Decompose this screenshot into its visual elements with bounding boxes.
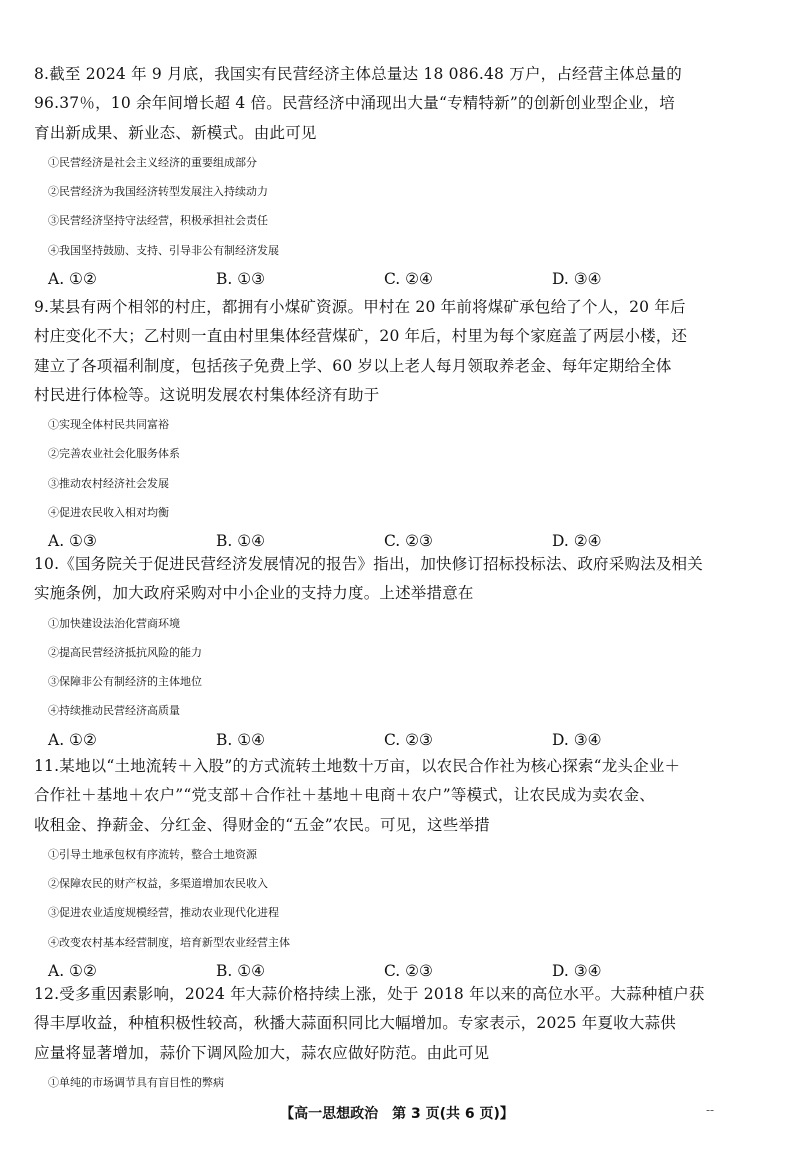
- choice-d: D. ②④: [552, 532, 602, 551]
- statement-option: ③推动农村经济社会发展: [48, 476, 169, 490]
- statement-option: ④改变农村基本经营制度，培育新型农业经营主体: [48, 935, 290, 949]
- question-text-line: 得丰厚收益，种植积极性较高，秋播大蒜面积同比大幅增加。专家表示，2025 年夏收大蒜供: [34, 1014, 676, 1033]
- answer-choices: [34, 726, 774, 755]
- question-8: [34, 60, 774, 294]
- choice-b: B. ①④: [216, 532, 266, 551]
- statement-option: ④促进农民收入相对均衡: [48, 506, 169, 520]
- choice-c: C. ②③: [384, 962, 433, 981]
- statement-option: ①加快建设法治化营商环境: [48, 616, 180, 630]
- statement-option: ②民营经济为我国经济转型发展注入持续动力: [48, 185, 268, 199]
- choice-d: D. ③④: [552, 730, 602, 749]
- choice-b: B. ①④: [216, 730, 266, 749]
- question-text-line: 合作社＋基地＋农户”“党支部＋合作社＋基地＋电商＋农户”等模式，让农民成为卖农金、: [34, 786, 655, 805]
- question-text-line: 96.37％，10 余年间增长超 4 倍。民营经济中涌现出大量“专精特新”的创新创业型企业，培: [34, 94, 675, 113]
- choice-c: C. ②④: [384, 270, 433, 289]
- question-text-line: 11.某地以“土地流转＋入股”的方式流转土地数十万亩，以农民合作社为核心探索“龙头企业＋: [34, 757, 681, 775]
- question-9: [34, 293, 774, 557]
- choice-a: A. ①③: [48, 532, 97, 551]
- question-text-line: 应量将显著增加，蒜价下调风险加大，蒜农应做好防范。由此可见: [34, 1043, 490, 1062]
- question-text-line: 收租金、挣薪金、分红金、得财金的“五金”农民。可见，这些举措: [34, 815, 490, 834]
- choice-b: B. ①④: [216, 962, 266, 981]
- statement-option: ②完善农业社会化服务体系: [48, 447, 180, 461]
- question-text-line: 村民进行体检等。这说明发展农村集体经济有助于: [34, 385, 380, 404]
- choice-d: D. ③④: [552, 270, 602, 289]
- question-text-line: 12.受多重因素影响，2024 年大蒜价格持续上涨，处于 2018 年以来的高位水平。大蒜种植户获: [34, 985, 705, 1003]
- statement-option: ①民营经济是社会主义经济的重要组成部分: [48, 155, 257, 169]
- question-text-line: 育出新成果、新业态、新模式。由此可见: [34, 123, 317, 142]
- statement-option: ②提高民营经济抵抗风险的能力: [48, 645, 202, 659]
- question-10: [34, 550, 774, 755]
- question-text-line: 8.截至 2024 年 9 月底，我国实有民营经济主体总量达 18 086.48 万户，占经营主体总量的: [34, 65, 682, 83]
- page-footer: 【高一思想政治 第 3 页(共 6 页)】: [280, 1106, 514, 1122]
- statement-option: ③促进农业适度规模经营，推动农业现代化进程: [48, 906, 279, 920]
- choice-a: A. ①②: [48, 962, 97, 981]
- question-text-line: 9.某县有两个相邻的村庄，都拥有小煤矿资源。甲村在 20 年前将煤矿承包给了个人，20 年后: [34, 298, 686, 316]
- choice-c: C. ②③: [384, 730, 433, 749]
- question-text-line: 实施条例，加大政府采购对中小企业的支持力度。上述举措意在: [34, 584, 474, 603]
- choice-a: A. ①②: [48, 270, 97, 289]
- footer-mark: --: [706, 1103, 715, 1117]
- statement-option: ③保障非公有制经济的主体地位: [48, 675, 202, 689]
- statement-option: ①单纯的市场调节具有盲目性的弊病: [48, 1075, 224, 1089]
- statement-option: ④我国坚持鼓励、支持、引导非公有制经济发展: [48, 243, 279, 257]
- question-text-line: 建立了各项福利制度，包括孩子免费上学、60 岁以上老人每月领取养老金、每年定期给全体: [34, 356, 672, 375]
- question-11: [34, 752, 774, 986]
- statement-option: ③民营经济坚持守法经营，积极承担社会责任: [48, 214, 268, 228]
- choice-a: A. ①②: [48, 730, 97, 749]
- question-12: [34, 980, 774, 1097]
- choice-c: C. ②③: [384, 532, 433, 551]
- question-text-line: 10.《国务院关于促进民营经济发展情况的报告》指出，加快修订招标投标法、政府采购法及相关: [34, 555, 703, 573]
- statement-option: ②保障农民的财产权益，多渠道增加农民收入: [48, 877, 268, 891]
- question-text-line: 村庄变化不大；乙村则一直由村里集体经营煤矿，20 年后，村里为每个家庭盖了两层小楼，还: [34, 327, 688, 346]
- statement-option: ①引导土地承包权有序流转，整合土地资源: [48, 847, 257, 861]
- choice-d: D. ③④: [552, 962, 602, 981]
- statement-option: ④持续推动民营经济高质量: [48, 704, 180, 718]
- statement-option: ①实现全体村民共同富裕: [48, 418, 169, 432]
- choice-b: B. ①③: [216, 270, 266, 289]
- answer-choices: [34, 265, 774, 294]
